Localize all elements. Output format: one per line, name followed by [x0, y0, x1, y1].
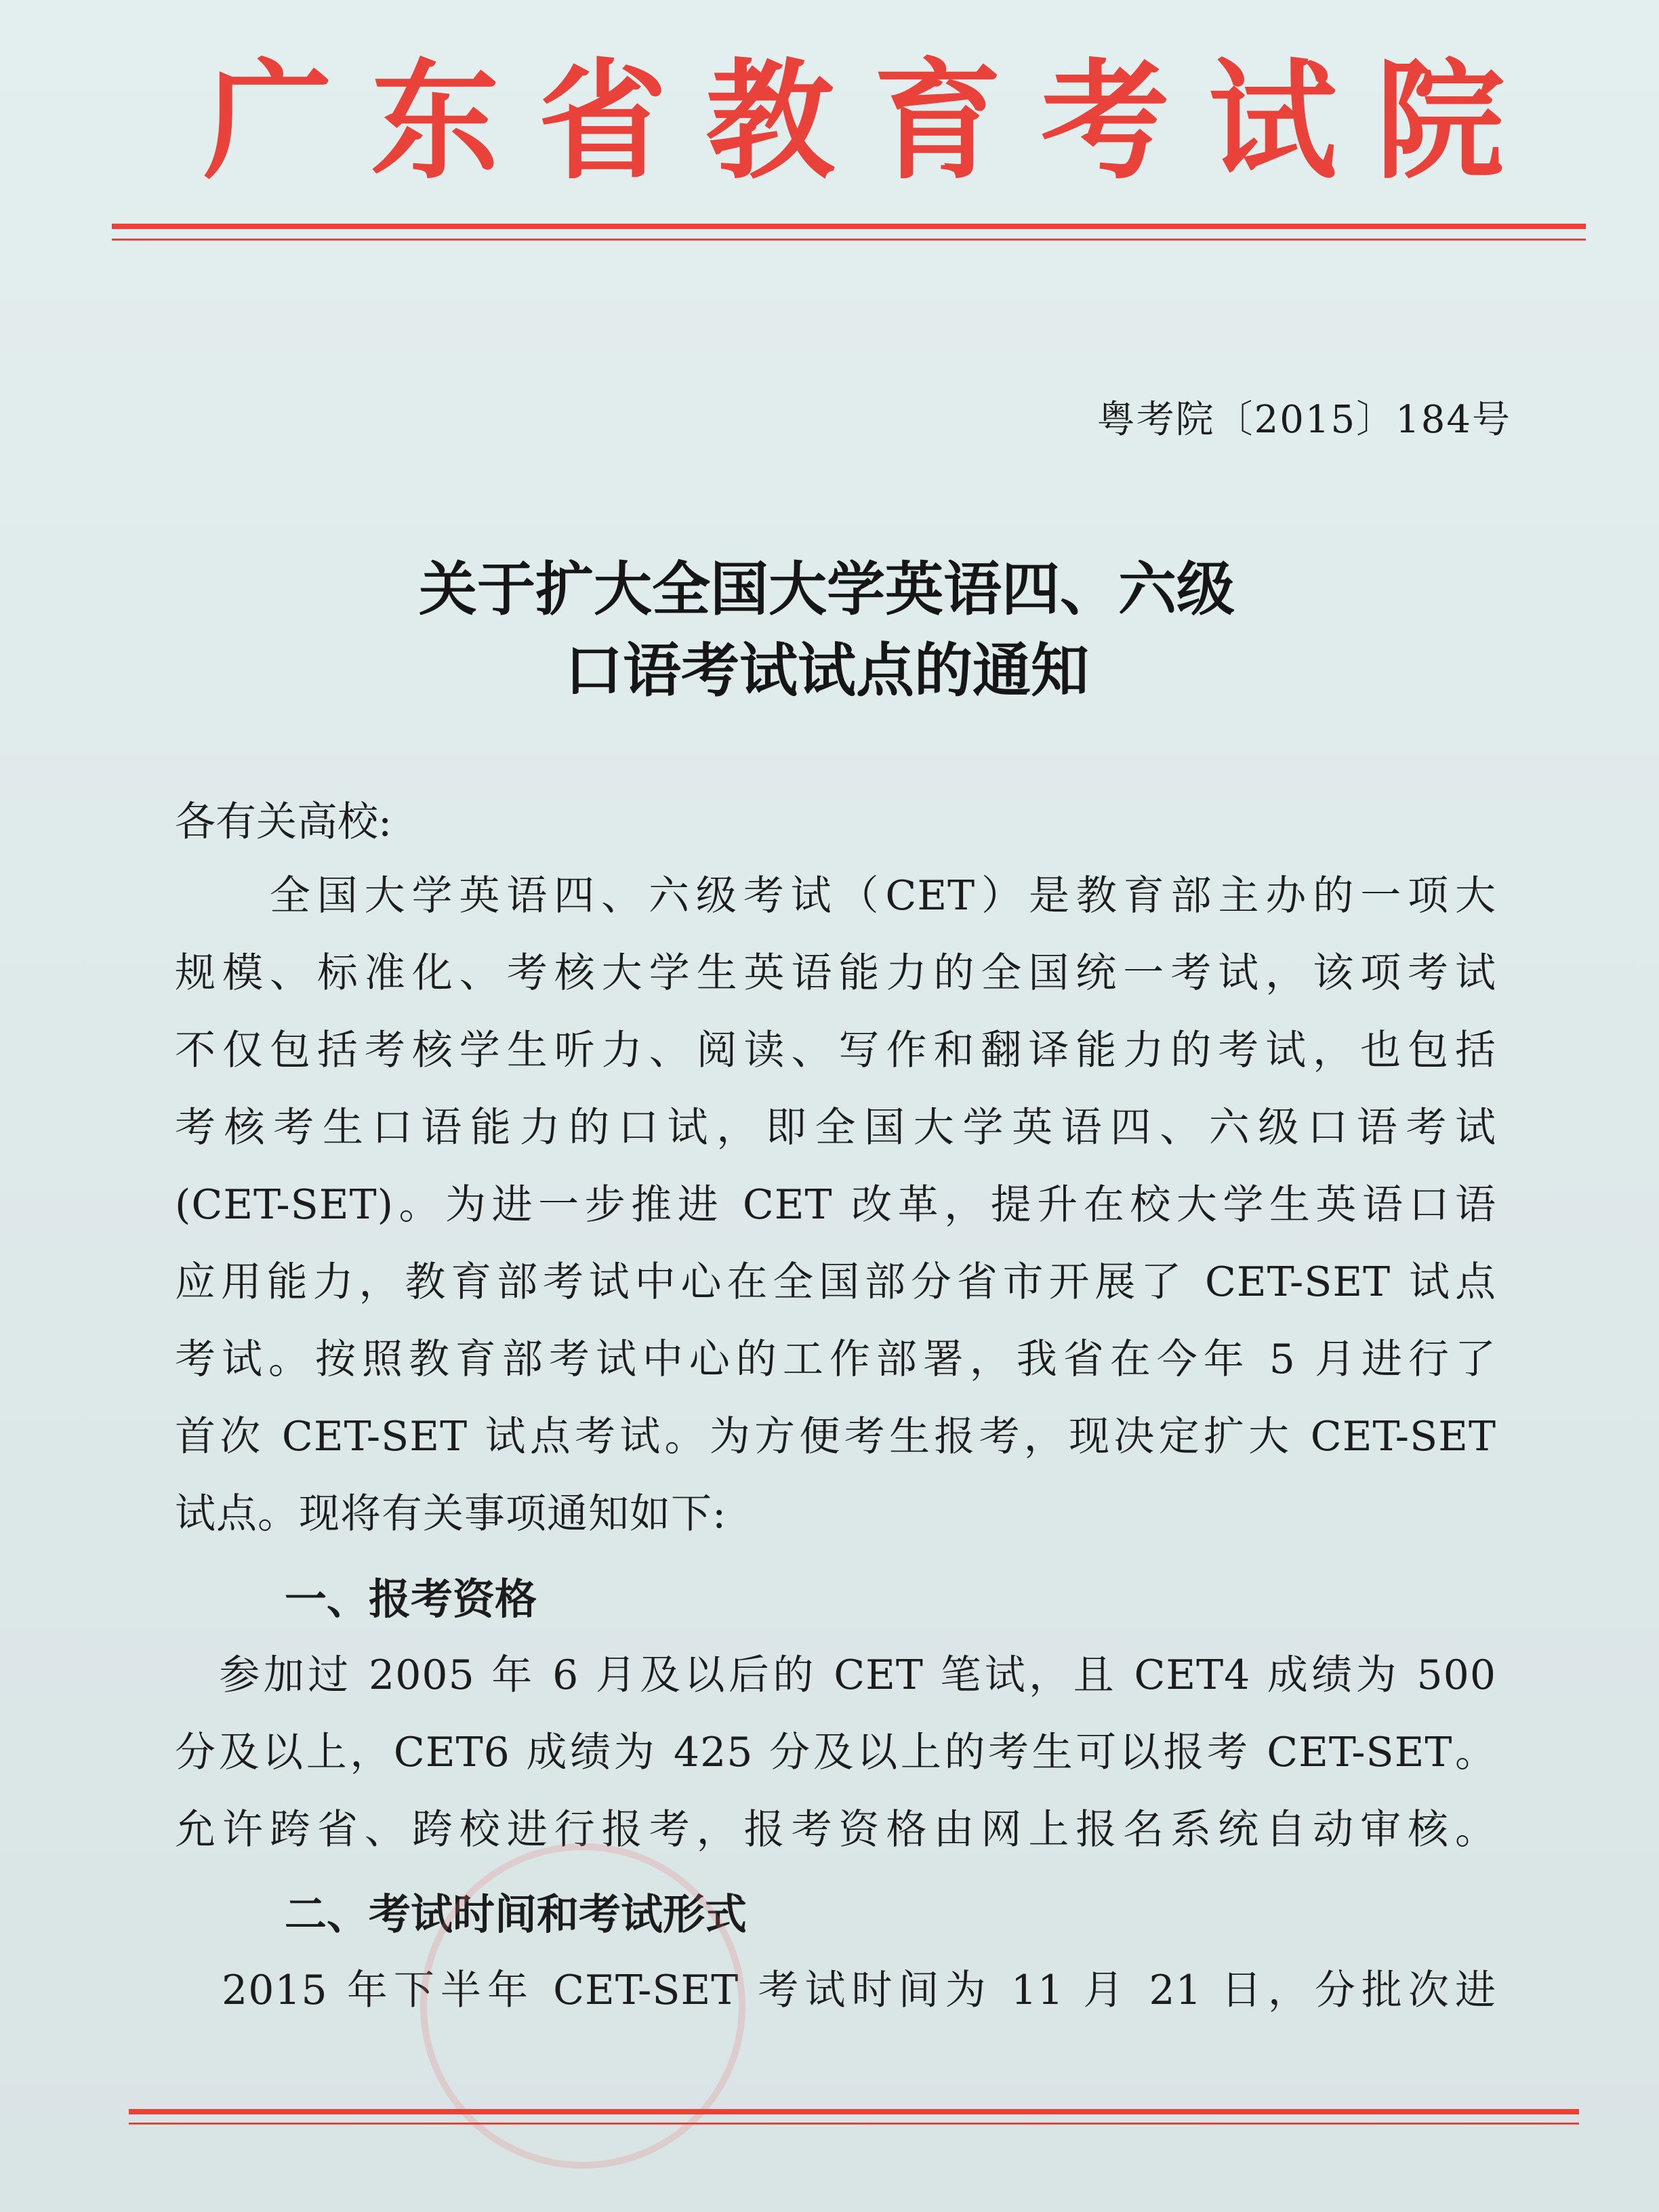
header-rule-thin — [112, 239, 1586, 241]
letterhead-char: 东 — [371, 47, 500, 197]
footer-rule-thick — [129, 2109, 1579, 2114]
section1-line: 参加过 2005 年 6 月及以后的 CET 笔试，且 CET4 成绩为 500 — [175, 1652, 1496, 1699]
letterhead-char: 广 — [203, 47, 333, 197]
letterhead-char: 教 — [705, 47, 835, 197]
letterhead-char: 育 — [873, 47, 1002, 197]
header-rule-thick — [112, 224, 1586, 229]
paragraph-line: 应用能力，教育部考试中心在全国部分省市开展了 CET-SET 试点 — [175, 1258, 1496, 1306]
paragraph-line: 考试。按照教育部考试中心的工作部署，我省在今年 5 月进行了 — [175, 1336, 1496, 1383]
paragraph-line: 规模、标准化、考核大学生英语能力的全国统一考试，该项考试 — [175, 949, 1496, 997]
paragraph-line: 考核考生口语能力的口试，即全国大学英语四、六级口语考试 — [175, 1104, 1496, 1151]
letterhead-organization-name — [203, 47, 1504, 197]
salutation: 各有关高校: — [175, 798, 392, 846]
footer-rule-thin — [129, 2123, 1579, 2125]
section1-line: 分及以上，CET6 成绩为 425 分及以上的考生可以报考 CET-SET。 — [175, 1729, 1496, 1776]
section-heading-exam-time-format: 二、考试时间和考试形式 — [285, 1889, 747, 1939]
letterhead-char: 省 — [538, 47, 668, 197]
letterhead-char: 试 — [1208, 47, 1337, 197]
document-title-line-1: 关于扩大全国大学英语四、六级 — [419, 555, 1235, 623]
letterhead-char: 考 — [1040, 47, 1170, 197]
faint-seal-stamp — [420, 1843, 745, 2169]
paragraph-line: 试点。现将有关事项通知如下: — [175, 1490, 727, 1538]
section1-line: 允许跨省、跨校进行报考，报考资格由网上报名系统自动审核。 — [175, 1806, 1496, 1853]
letterhead-char: 院 — [1375, 47, 1504, 197]
section-heading-eligibility: 一、报考资格 — [285, 1574, 537, 1624]
document-number: 粤考院〔2015〕184号 — [1097, 398, 1511, 442]
paragraph-line: 不仅包括考核学生听力、阅读、写作和翻译能力的考试，也包括 — [175, 1027, 1496, 1074]
paragraph-line: (CET-SET)。为进一步推进 CET 改革，提升在校大学生英语口语 — [175, 1181, 1496, 1229]
section2-line: 2015 年下半年 CET-SET 考试时间为 11 月 21 日，分批次进 — [175, 1967, 1496, 2014]
paragraph-line: 全国大学英语四、六级考试（CET）是教育部主办的一项大 — [175, 872, 1496, 920]
document-title-line-2: 口语考试试点的通知 — [565, 636, 1089, 705]
paragraph-line: 首次 CET-SET 试点考试。为方便考生报考，现决定扩大 CET-SET — [175, 1413, 1496, 1460]
